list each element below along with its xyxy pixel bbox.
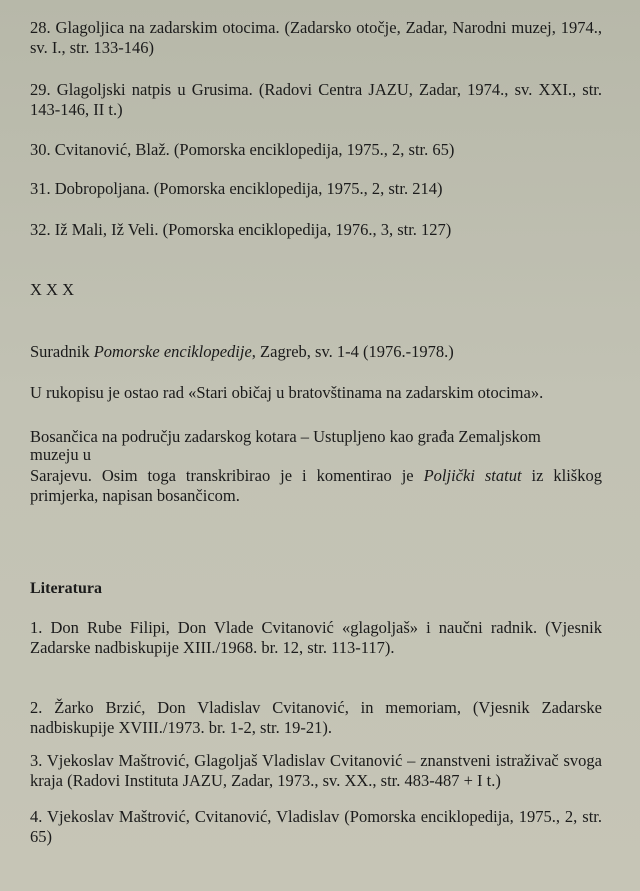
bibliography-item-32: 32. Iž Mali, Iž Veli. (Pomorska enciklopedija, 1976., 3, str. 127) — [30, 220, 452, 239]
bibliography-item-30: 30. Cvitanović, Blaž. (Pomorska enciklopedija, 1975., 2, str. 65) — [30, 140, 455, 159]
literature-item-3: 3. Vjekoslav Maštrović, Glagoljaš Vladislav Cvitanović – znanstveni istraživač svoga kraja (Radovi Instituta JAZU, Zadar, 1973., sv. XX., str. 483-487 + I t.) — [30, 751, 602, 790]
literature-item-1: 1. Don Rube Filipi, Don Vlade Cvitanović «glagoljaš» i naučni radnik. (Vjesnik Zadarske nadbiskupije XIII./1968. br. 12, str. 113-117). — [30, 618, 602, 657]
literature-item-2: 2. Žarko Brzić, Don Vladislav Cvitanović, in memoriam, (Vjesnik Zadarske nadbiskupije XVIII./1973. br. 1-2, str. 19-21). — [30, 698, 602, 737]
poljicki-statut-title: Poljički statut — [423, 466, 522, 485]
contributor-title: Pomorske enciklopedije — [93, 342, 252, 361]
bosancica-line-2: muzeju u — [30, 445, 91, 464]
section-separator: X X X — [30, 280, 74, 299]
bosancica-line-3 — [30, 466, 602, 506]
bibliography-item-29: 29. Glagoljski natpis u Grusima. (Radovi Centra JAZU, Zadar, 1974., sv. XXI., str. 143-146, II t.) — [30, 80, 602, 119]
contributor-note — [30, 342, 602, 362]
bosancica-text-end: iz kliškog primjerka, napisan bosančicom. — [30, 466, 602, 505]
bibliography-item-31: 31. Dobropoljana. (Pomorska enciklopedija, 1975., 2, str. 214) — [30, 179, 443, 198]
bosancica-text: Sarajevu. Osim toga transkribirao je i komentirao je — [30, 466, 424, 485]
contributor-suffix: , Zagreb, sv. 1-4 (1976.-1978.) — [251, 342, 454, 361]
bosancica-line-1: Bosančica na području zadarskog kotara – Ustupljeno kao građa Zemaljskom — [30, 427, 541, 446]
literature-item-4: 4. Vjekoslav Maštrović, Cvitanović, Vladislav (Pomorska enciklopedija, 1975., 2, str. 65) — [30, 807, 602, 846]
literature-heading: Literatura — [30, 580, 102, 597]
manuscript-note: U rukopisu je ostao rad «Stari običaj u bratovštinama na zadarskim otocima». — [30, 383, 544, 402]
bibliography-item-28: 28. Glagoljica na zadarskim otocima. (Zadarsko otočje, Zadar, Narodni muzej, 1974., sv. I., str. 133-146) — [30, 18, 602, 57]
contributor-prefix: Suradnik — [30, 342, 94, 361]
